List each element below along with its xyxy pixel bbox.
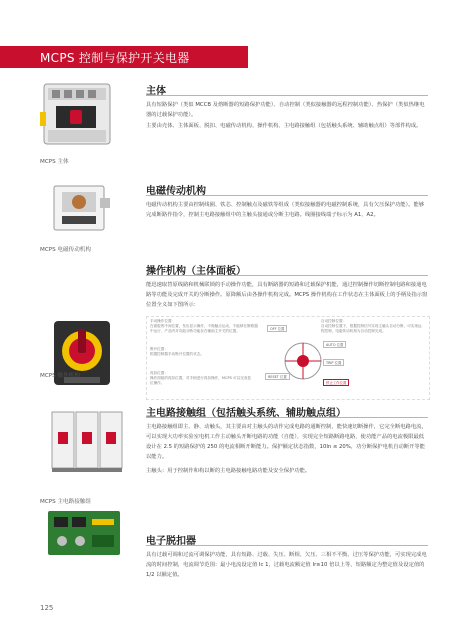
- operating-mechanism-paragraph: 能迅速取替原线路和机械联锁的手动操作功能，具有断路器的短路和过载保护机能，通过控制操作切断控制电路和接通电路等功能及完成开关的分断操作。原降额后由各操作机构完成。MCPS 操作机构在工作状态在主体面板上的手柄及指示窗位置全义如下图所示：: [146, 282, 428, 308]
- position-label-reset: RESET 位置: [265, 373, 290, 380]
- section-title-main-body: 主体: [146, 86, 166, 97]
- main-circuit-paragraph-2: 主触头：用于控制作和构以断的主电路接触电路功能及安全保护功能。: [146, 468, 311, 474]
- diagram-note-auto: 自动控制位置： 自动控制位置下，根据控制信号实现主触头自动分断，可实现远程控制，电磁传动机构为自动控制完成。: [321, 319, 422, 333]
- section-title-operating-mechanism: 操作机构（主体面板）: [146, 266, 246, 277]
- main-body-paragraph-2: 主要由壳体、主体面板、脱扣、电磁传动机构、操作机构、主电路接触组（包括触头系统、辅助触点组）等部件构成。: [146, 123, 422, 129]
- section-title-electronic-trip: 电子脱扣器: [146, 536, 196, 547]
- electromagnetic-drive-photo: [48, 180, 114, 238]
- section-title-electromagnetic-drive: 电磁传动机构: [146, 186, 206, 197]
- operating-position-diagram: [146, 316, 430, 400]
- position-label-off: OFF 位置: [267, 325, 287, 332]
- main-body-paragraph-1: 具有短路保护（类似 MCCB 及熔断器的短路保护功能）、自动控制（类似接触器的远程控制功能）、热保护（类似热继电器的过载保护功能）。: [146, 102, 425, 118]
- state-label-stop: 停止工作位置: [323, 379, 349, 386]
- main-circuit-photo: [46, 408, 126, 474]
- electronic-trip-paragraph: 具有过载可调和过流可调保护功能，具有短路、过载、失压、断相、欠压、三相不平衡、过压等保护功能，可实现完成电流的时间控制，电流调节范围：最小电流设定值 Ic 1，过载电流额定值 Ir≥10 倍以上等，短路额定为整定值及设定值的 1/2 以额定值。: [146, 552, 427, 578]
- banner-title: MCPS 控制与保护开关电器: [40, 51, 190, 65]
- operating-mechanism-caption: MCPS 操作机构: [40, 373, 80, 379]
- operating-mechanism-photo: [46, 315, 118, 393]
- section-divider: [146, 195, 428, 196]
- main-body-caption: MCPS 主体: [40, 159, 69, 165]
- section-divider: [146, 545, 428, 546]
- section-divider: [146, 95, 428, 96]
- section-title-main-circuit-contact: 主电路接触组（包括触头系统、辅助触点组）: [146, 408, 346, 419]
- position-label-auto: AUTO 位置: [323, 341, 346, 348]
- main-circuit-paragraph-1: 主电路接触组即主、静、动触头，其主要由对主触头的动作完成电路的通断控制，能快速切断操作，它完全断电路电流，可以实现大功率实验室电机工作主动触头开断电路的功能（自能），实现完全短路断路电路，使功能产品的电流极限最低设计在 2.5 的短路保护的 250 的电流相断开断能力。保护额定状态指数，10In ≤ 20%，功分断保护电机自动断开等能以能力。: [146, 424, 427, 460]
- section-divider: [146, 417, 428, 418]
- electromagnetic-drive-paragraph: 电磁传动机构主要由控制线圈、铁芯、控制触点及磁铁等组成（类似接触器的电磁控制系统，具有欠压保护功能）。能够完成断路作指令，控制主电路接触组中的主触头接通或分断主电路。线圈接线端子标示为 A1、A2。: [146, 202, 425, 218]
- position-label-trip: TRIP 位置: [323, 359, 344, 366]
- electromagnetic-drive-caption: MCPS 电磁传动机构: [40, 247, 91, 253]
- diagram-note-manual: 手动操作位置： 在面板的中间位置，发出显示操作，不做触点运动，不能够在断路器中运行，产品内对功能分断功能存在辅助主开关的位置。: [150, 319, 258, 333]
- page-number: 125: [40, 604, 54, 612]
- diagram-note-reset: 再扣位置： 操作面板的再扣位置，对手柄进行再扣操作，MCPS 可以完成复位操作。: [150, 371, 252, 385]
- diagram-note-off: 断开位置： 根据控制器手动断开位置的状态。: [150, 347, 204, 356]
- section-banner: [0, 46, 248, 68]
- section-divider: [146, 275, 428, 276]
- main-circuit-caption: MCPS 主电路接触组: [40, 499, 91, 505]
- electronic-trip-photo: [42, 505, 126, 561]
- main-body-product-photo: [36, 82, 124, 152]
